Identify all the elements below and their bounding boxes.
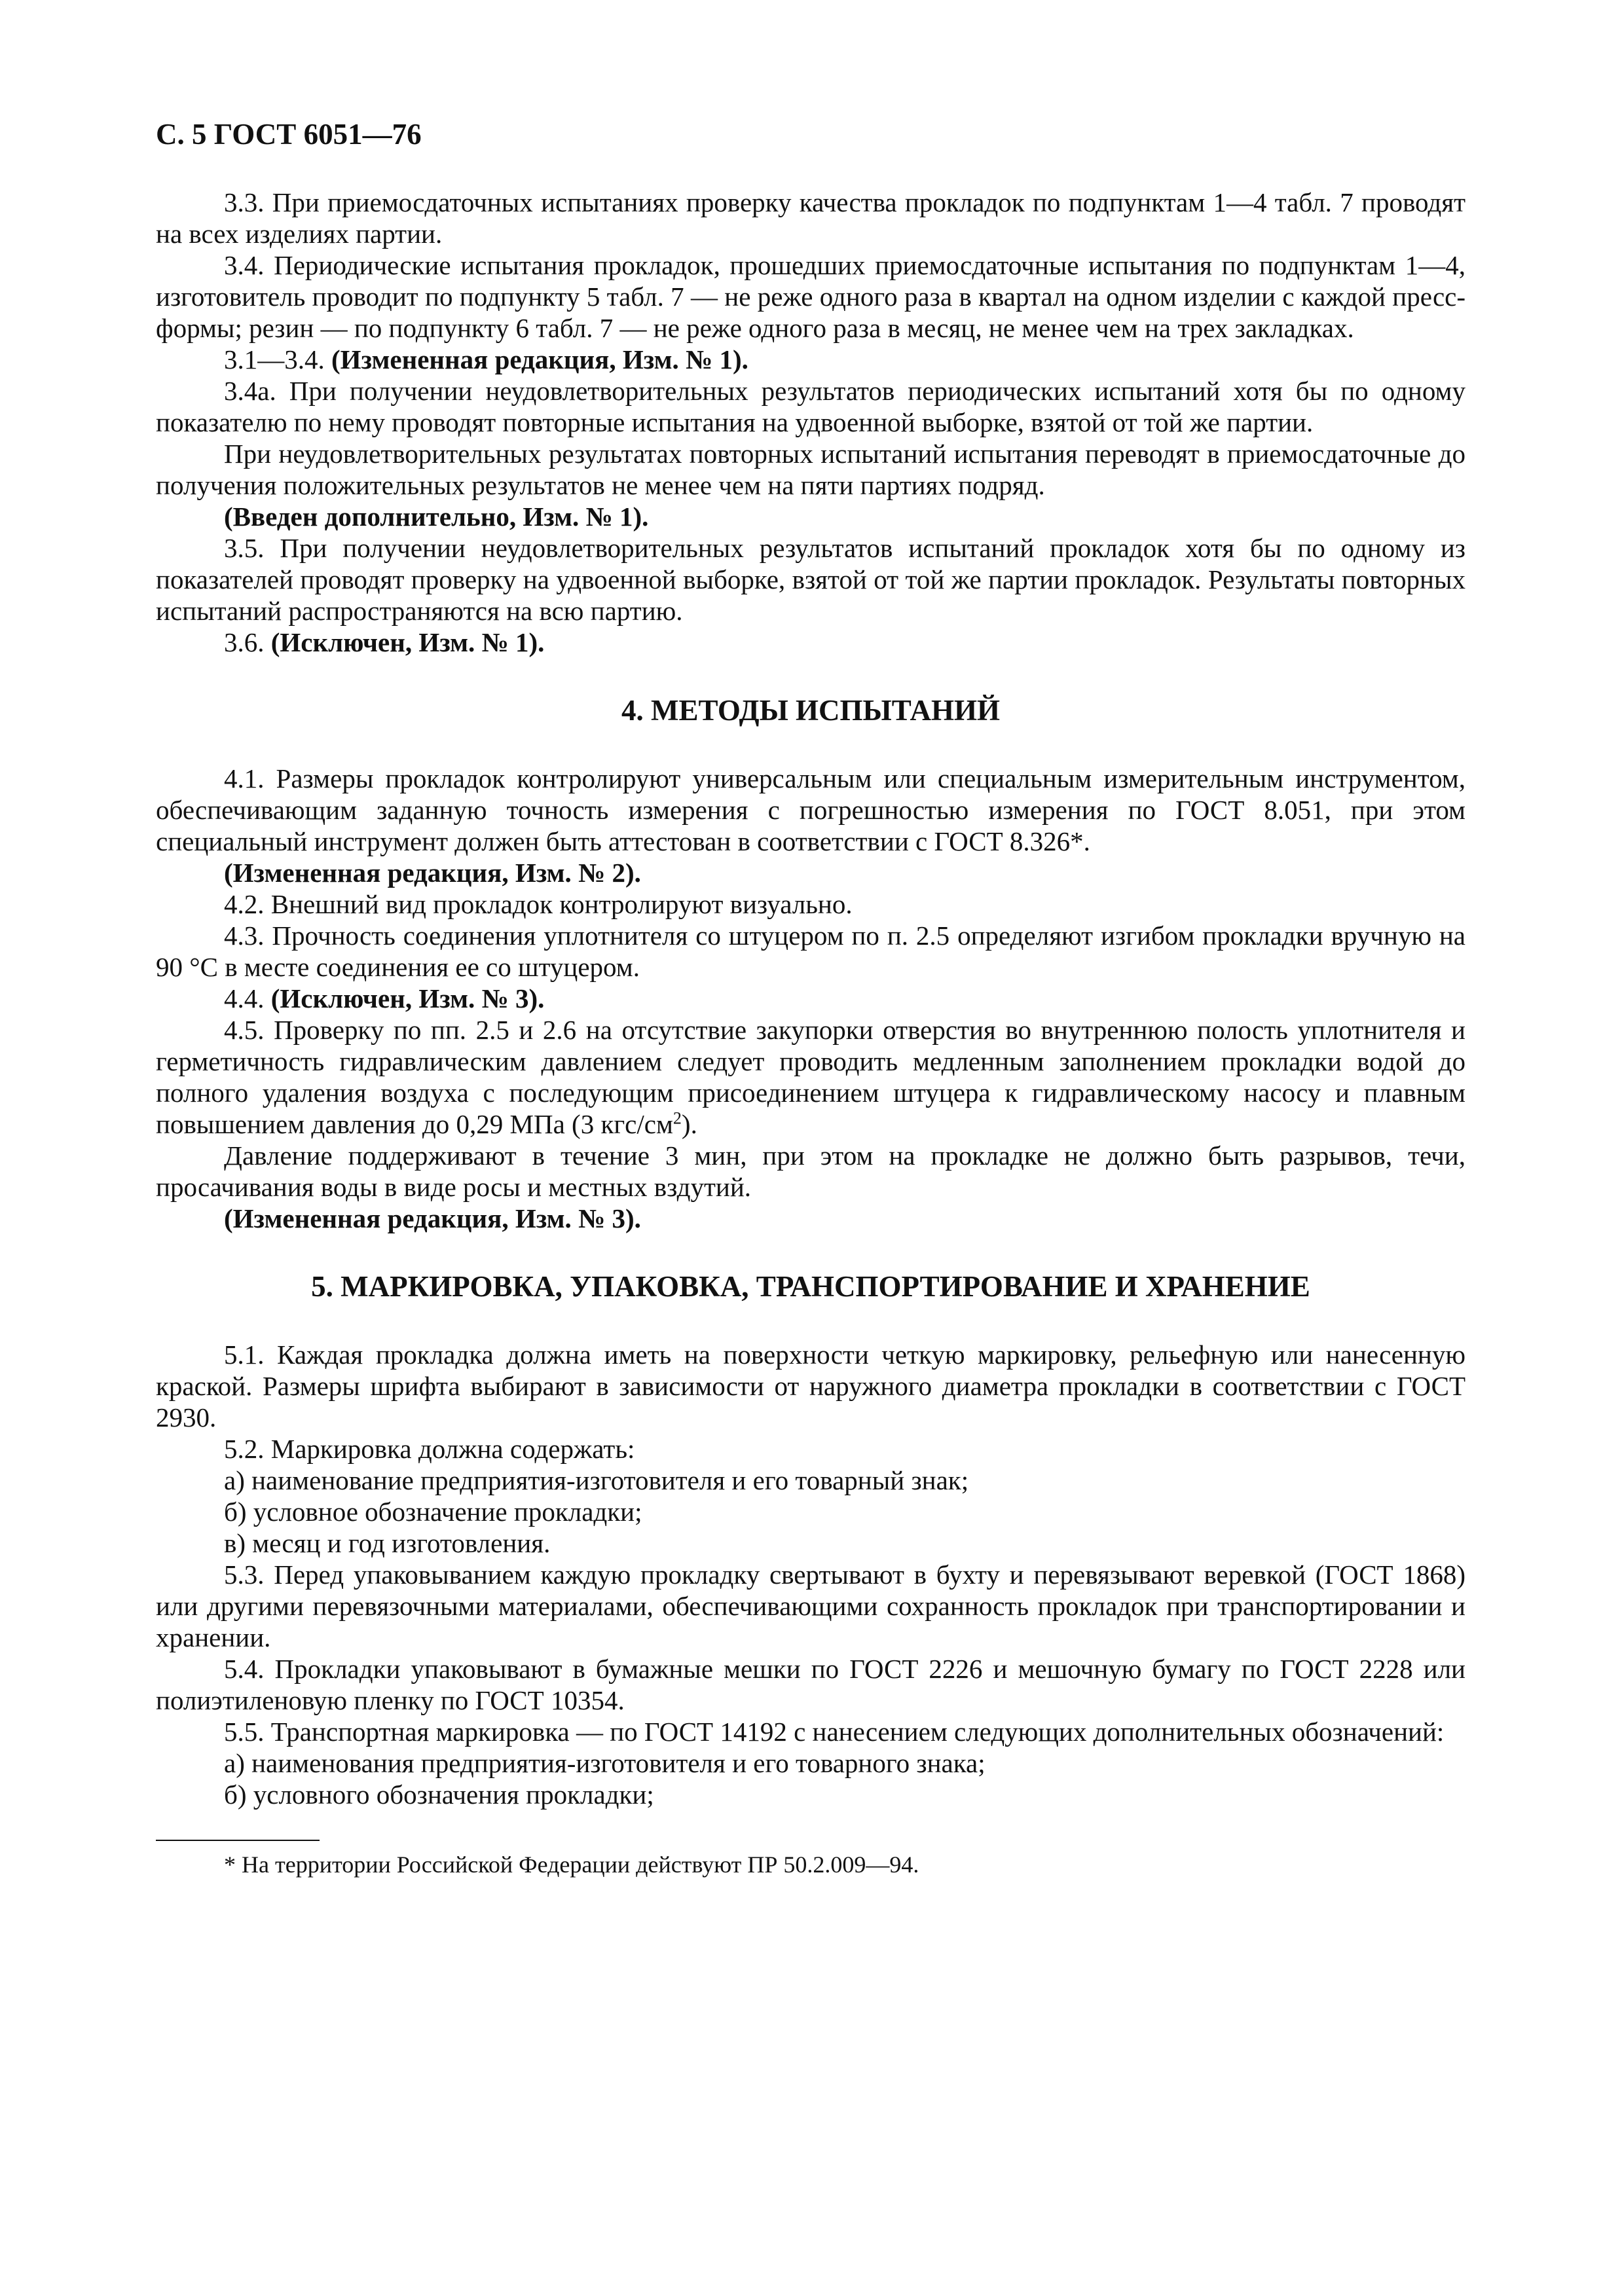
para-3-4: 3.4. Периодические испытания прокладок, прошедших приемосдаточные испытания по подпунктам 1—4, изготовитель проводит по подпункту 5 табл. 7 — не реже одного раза в квартал на одном изделии с каждой пресс-формы; резин — по подпункту 6 табл. 7 — не реже одного раза в месяц, не менее чем на трех закладках. [156, 250, 1465, 343]
para-4-1: 4.1. Размеры прокладок контролируют универсальным или специальным измерительным инструментом, обеспечивающим заданную точность измерения с погрешностью измерения по ГОСТ 8.051, при этом специальный инструмент должен быть аттестован в соответствии с ГОСТ 8.326*. [156, 763, 1465, 856]
amendment-note: (Измененная редакция, Изм. № 2). [224, 858, 641, 888]
list-item-5-5-a: а) наименования предприятия-изготовителя и его товарного знака; [224, 1748, 986, 1778]
para-4-3: 4.3. Прочность соединения уплотнителя со штуцером по п. 2.5 определяют изгибом прокладки вручную на 90 °С в месте соединения ее со штуцером. [156, 920, 1465, 982]
amendment-note: (Измененная редакция, Изм. № 3). [224, 1203, 641, 1233]
page-header: С. 5 ГОСТ 6051—76 [156, 118, 422, 151]
para-4-2: 4.2. Внешний вид прокладок контролируют визуально. [224, 889, 853, 919]
para-number: 3.6. [224, 627, 265, 657]
amendment-note: (Введен дополнительно, Изм. № 1). [224, 501, 649, 532]
para-3-6 [156, 627, 1465, 658]
para-3-4a-note [156, 501, 1465, 532]
footnote: * На территории Российской Федерации действуют ПР 50.2.009—94. [224, 1851, 919, 1878]
section-title-4: 4. МЕТОДЫ ИСПЫТАНИЙ [621, 694, 1001, 727]
para-number: 3.1—3.4. [224, 344, 325, 374]
para-4-1-note [156, 857, 1465, 888]
list-item-5-2-a: а) наименование предприятия-изготовителя и его товарный знак; [224, 1465, 969, 1495]
document-page [156, 115, 1465, 1880]
para-4-5 [156, 1014, 1465, 1140]
para-4-5-note [156, 1203, 1465, 1234]
para-5-1: 5.1. Каждая прокладка должна иметь на поверхности четкую маркировку, рельефную или нанесенную краской. Размеры шрифта выбирают в зависимости от наружного диаметра прокладки в соответствии с ГОСТ 2930. [156, 1339, 1465, 1432]
list-item-5-5-b: б) условного обозначения прокладки; [224, 1779, 654, 1810]
para-4-5-continued: Давление поддерживают в течение 3 мин, при этом на прокладке не должно быть разрывов, течи, просачивания воды в виде росы и местных вздутий. [156, 1140, 1465, 1202]
superscript: 2 [673, 1108, 682, 1128]
footnote-divider [156, 1840, 320, 1841]
list-item-5-2-c: в) месяц и год изготовления. [224, 1528, 551, 1558]
para-number: 4.4. [224, 983, 265, 1013]
list-item-5-2-b: б) условное обозначение прокладки; [224, 1497, 642, 1527]
para-text: 4.5. Проверку по пп. 2.5 и 2.6 на отсутствие закупорки отверстия во внутреннюю полость уплотнителя и герметичность гидравлическим давлением следует проводить медленным заполнением прокладки водой до полного удаления воздуха с последующим присоединением штуцера к гидравлическому насосу и плавным повышением давления до 0,29 МПа (3 кгс/см [156, 1015, 1465, 1139]
para-3-4a: 3.4а. При получении неудовлетворительных результатов периодических испытаний хотя бы по одному показателю по нему проводят повторные испытания на удвоенной выборке, взятой от той же партии. [156, 376, 1465, 437]
para-3-5: 3.5. При получении неудовлетворительных результатов испытаний прокладок хотя бы по одному из показателей проводят проверку на удвоенной выборке, взятой от той же партии прокладок. Результаты повторных испытаний распространяются на всю партию. [156, 533, 1465, 626]
para-5-3: 5.3. Перед упаковыванием каждую прокладку свертывают в бухту и перевязывают веревкой (ГОСТ 1868) или другими перевязочными материалами, обеспечивающими сохранность прокладок при транспортировании и хранении. [156, 1559, 1465, 1652]
section-title-5: 5. МАРКИРОВКА, УПАКОВКА, ТРАНСПОРТИРОВАНИЕ И ХРАНЕНИЕ [311, 1270, 1310, 1303]
amendment-note: (Исключен, Изм. № 1). [270, 627, 545, 657]
amendment-note: (Исключен, Изм. № 3). [270, 983, 545, 1013]
para-5-4: 5.4. Прокладки упаковывают в бумажные мешки по ГОСТ 2226 и мешочную бумагу по ГОСТ 2228 или полиэтиленовую пленку по ГОСТ 10354. [156, 1654, 1465, 1715]
para-5-5: 5.5. Транспортная маркировка — по ГОСТ 14192 с нанесением следующих дополнительных обозначений: [224, 1717, 1445, 1747]
amendment-note: (Измененная редакция, Изм. № 1). [331, 344, 748, 374]
para-3-3: 3.3. При приемосдаточных испытаниях проверку качества прокладок по подпунктам 1—4 табл. 7 проводят на всех изделиях партии. [156, 187, 1465, 249]
para-3-4a-continued: При неудовлетворительных результатах повторных испытаний испытания переводят в приемосдаточные до получения положительных результатов не менее чем на пяти партиях подряд. [156, 439, 1465, 500]
para-4-4 [156, 983, 1465, 1014]
para-5-2: 5.2. Маркировка должна содержать: [224, 1434, 635, 1464]
para-text-end: ). [681, 1109, 697, 1139]
para-3-1-3-4-note [156, 344, 1465, 375]
